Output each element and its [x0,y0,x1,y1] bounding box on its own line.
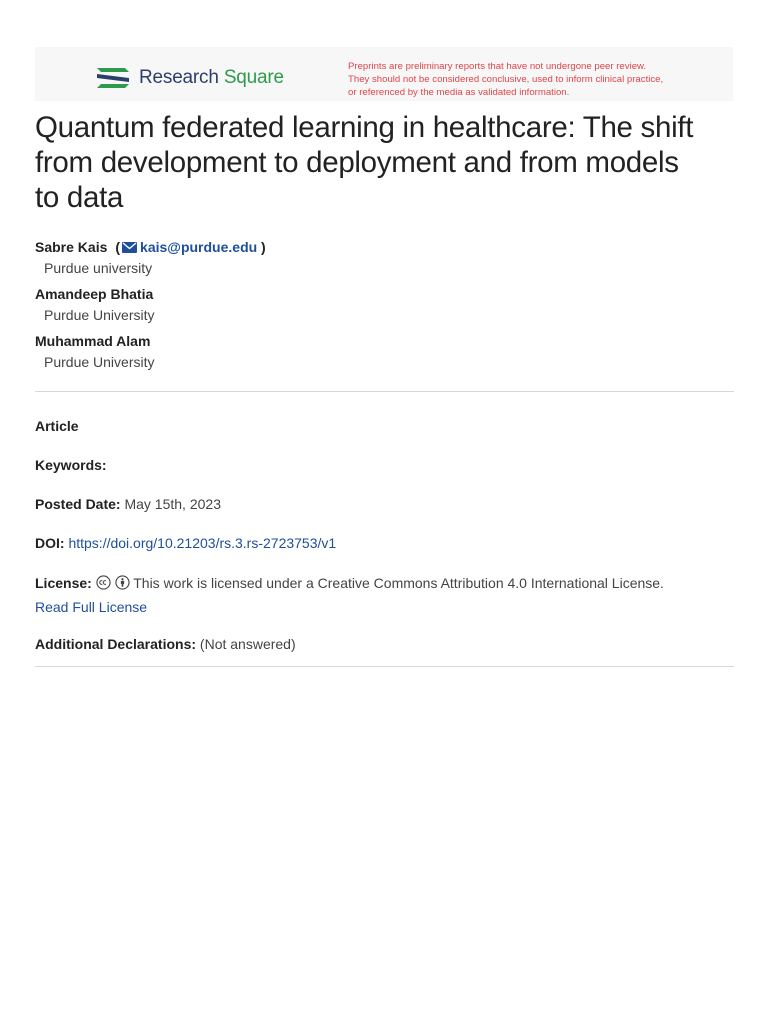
research-square-logo[interactable] [95,63,284,93]
paper-title [35,110,735,215]
article-type-label: Article [35,418,79,434]
logo-text [139,67,284,89]
author-entry [35,237,735,284]
author-name: Amandeep Bhatia [35,286,154,302]
doi-link[interactable]: https://doi.org/10.21203/rs.3.rs-2723753/v1 [68,535,337,551]
author-affiliation: Purdue University [44,354,155,370]
author-affiliation: Purdue University [44,307,155,323]
article-type [35,416,735,436]
disclaimer-line: They should not be considered conclusive, used to inform clinical practice, [348,74,664,85]
keywords-row [35,455,735,475]
disclaimer-line: or referenced by the media as validated information. [348,87,570,98]
creative-commons-icon [96,575,111,590]
doi-label: DOI: [35,535,65,551]
declarations-value: (Not answered) [199,636,296,652]
divider [35,391,734,392]
license-label: License: [35,575,92,591]
posted-date-label: Posted Date: [35,496,121,512]
author-entry [35,331,735,378]
declarations-label: Additional Declarations: [35,636,197,652]
author-name: Muhammad Alam [35,333,151,349]
research-square-logo-icon [95,64,131,92]
attribution-icon [115,575,130,590]
title-line: Quantum federated learning in healthcare: The shift [35,111,694,144]
author-name: Sabre Kais [35,239,108,255]
envelope-icon [122,242,137,253]
author-entry [35,284,735,331]
declarations-row [35,634,735,654]
author-email: ( kais@purdue.edu ) [115,239,266,255]
disclaimer-line: Preprints are preliminary reports that have not undergone peer review. [348,61,647,72]
preprint-disclaimer [348,60,718,99]
license-text: This work is licensed under a Creative Commons Attribution 4.0 International License. [133,575,664,591]
author-list [35,237,735,378]
divider [35,666,734,667]
posted-date-value: May 15th, 2023 [124,496,221,512]
posted-date-row [35,494,735,514]
author-affiliation: Purdue university [44,260,153,276]
title-line: to data [35,181,124,214]
license-row [35,571,735,619]
keywords-label: Keywords: [35,457,107,473]
logo-word-research: Research [139,67,219,88]
preprint-banner [35,47,733,101]
doi-row [35,533,735,553]
title-line: from development to deployment and from models [35,146,679,179]
logo-word-square: Square [223,67,284,88]
author-email-link[interactable]: kais@purdue.edu [140,239,258,255]
read-full-license-link[interactable]: Read Full License [35,599,148,615]
